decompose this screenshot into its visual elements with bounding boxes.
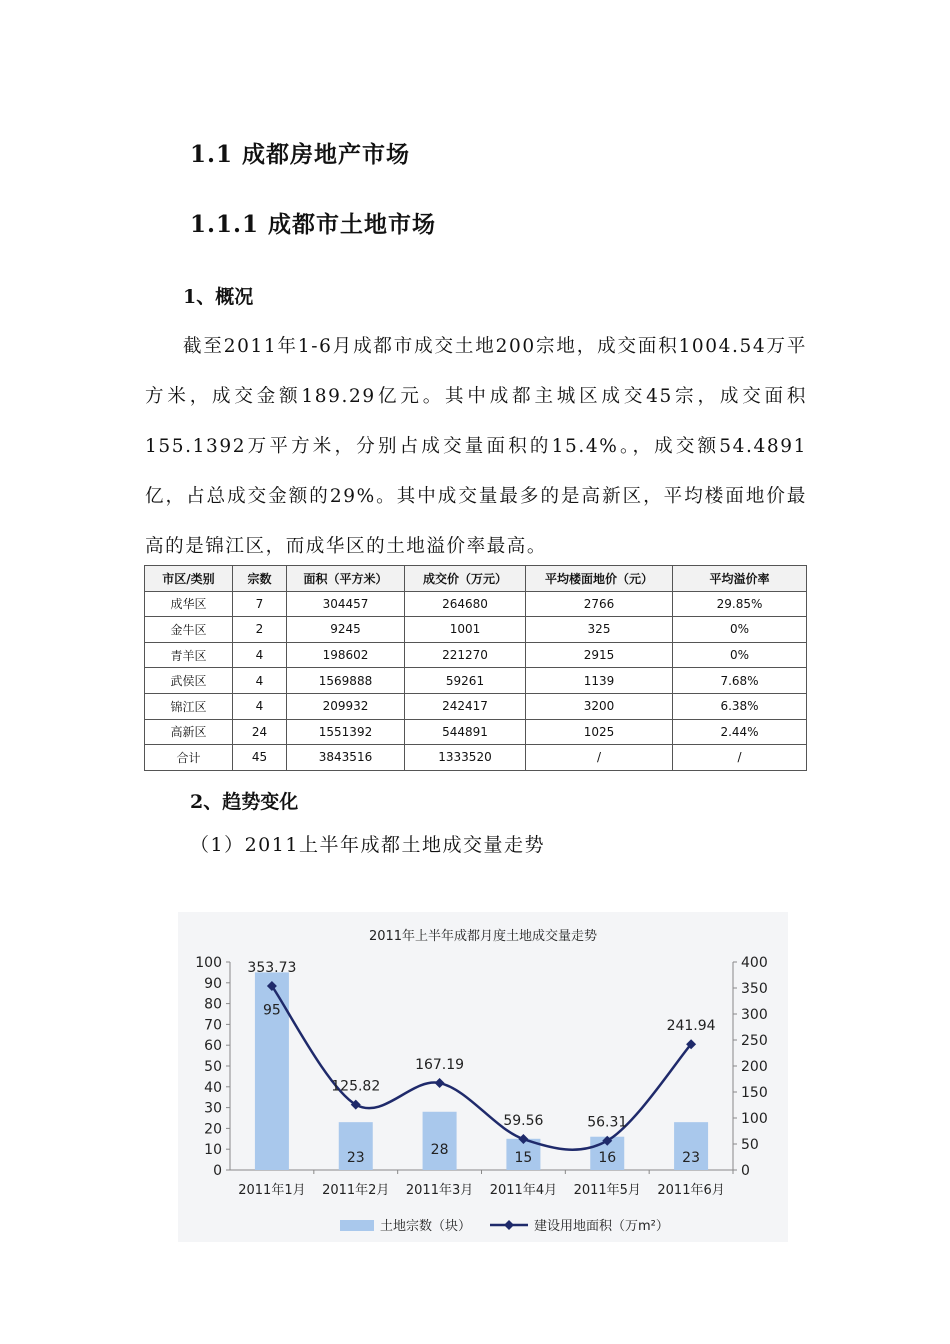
table-body — [145, 591, 807, 770]
x-axis-tick-label: 2011年5月 — [573, 1183, 641, 1198]
x-axis-tick-label: 2011年1月 — [238, 1183, 306, 1198]
table-row — [145, 668, 807, 694]
line-value-label: 56.31 — [587, 1114, 628, 1131]
bar-value-label: 15 — [514, 1150, 533, 1166]
x-axis-tick-label: 2011年4月 — [489, 1183, 558, 1198]
land-trend-chart — [178, 912, 788, 1242]
column-header: 成交价（万元） — [405, 566, 526, 592]
table-cell: 高新区 — [145, 719, 233, 745]
table-cell: 9245 — [287, 617, 405, 643]
table-cell: 武侯区 — [145, 668, 233, 694]
column-header: 市区/类别 — [145, 566, 233, 592]
table-cell: 198602 — [287, 642, 405, 668]
line-value-label: 353.73 — [247, 960, 297, 977]
table-cell: 59261 — [405, 668, 526, 694]
bar-value-label: 23 — [346, 1150, 365, 1166]
left-axis-tick-label: 100 — [195, 955, 222, 971]
table-cell: 3200 — [526, 693, 673, 719]
section-heading-1-1: 1.1 成都房地产市场 — [190, 141, 411, 168]
line-value-label: 241.94 — [666, 1018, 716, 1035]
table-cell: 1551392 — [287, 719, 405, 745]
table-cell: 544891 — [405, 719, 526, 745]
right-axis-tick-label: 0 — [741, 1163, 750, 1179]
table-cell: 221270 — [405, 642, 526, 668]
table-cell: 7.68% — [673, 668, 807, 694]
table-cell: 304457 — [287, 591, 405, 617]
table-cell: 325 — [526, 617, 673, 643]
line-value-label: 167.19 — [415, 1057, 465, 1074]
column-header: 宗数 — [233, 566, 287, 592]
table-cell: 成华区 — [145, 591, 233, 617]
table-cell: / — [673, 745, 807, 771]
subsection-overview: 1、概况 — [183, 286, 254, 308]
x-axis-tick-label: 2011年6月 — [657, 1183, 725, 1198]
bar-value-label: 95 — [263, 1002, 281, 1019]
table-cell: 青羊区 — [145, 642, 233, 668]
table-cell: 209932 — [287, 693, 405, 719]
table-row — [145, 617, 807, 643]
overview-paragraph: 截至2011年1-6月成都市成交土地200宗地，成交面积1004.54万平方米，成交金额189.29亿元。其中成都主城区成交45宗，成交面积155.1392万平方米，分别占成交量面积的15.4%。，成交额54.4891亿，占总成交金额的29%。其中成交量最多的是高新区，平均楼面地价最高的是锦江区，而成华区的土地溢价率最高。 — [145, 336, 807, 557]
table-cell: 0% — [673, 642, 807, 668]
bar-value-label: 16 — [598, 1150, 617, 1166]
table-cell: 4 — [233, 668, 287, 694]
right-axis-tick-label: 300 — [741, 1007, 768, 1023]
bar-value-label: 23 — [682, 1150, 700, 1166]
left-axis-tick-label: 0 — [213, 1163, 222, 1179]
table-row — [145, 745, 807, 771]
left-axis-tick-label: 60 — [204, 1038, 222, 1055]
table-cell: 264680 — [405, 591, 526, 617]
x-axis-tick-label: 2011年3月 — [405, 1183, 474, 1198]
table-cell: 2.44% — [673, 719, 807, 745]
table-row — [145, 642, 807, 668]
table-cell: 2766 — [526, 591, 673, 617]
table-cell: 1139 — [526, 668, 673, 694]
left-axis-tick-label: 90 — [204, 975, 222, 992]
left-axis-tick-label: 30 — [204, 1100, 222, 1117]
right-axis-tick-label: 250 — [741, 1033, 768, 1049]
table-cell: 2 — [233, 617, 287, 643]
table-cell: 45 — [233, 745, 287, 771]
table-cell: 金牛区 — [145, 617, 233, 643]
x-axis-tick-label: 2011年2月 — [322, 1183, 390, 1198]
table-cell: 6.38% — [673, 693, 807, 719]
left-axis-tick-label: 20 — [204, 1121, 222, 1138]
table-cell: 3843516 — [287, 745, 405, 771]
trend-caption: （1）2011上半年成都土地成交量走势 — [190, 834, 545, 856]
right-axis-tick-label: 50 — [741, 1137, 759, 1153]
table-cell: 1025 — [526, 719, 673, 745]
line-value-label: 59.56 — [503, 1113, 544, 1130]
table-cell: 7 — [233, 591, 287, 617]
table-cell: 1001 — [405, 617, 526, 643]
bar-value-label: 28 — [430, 1141, 449, 1158]
column-header: 平均楼面地价（元） — [526, 566, 673, 592]
right-axis-tick-label: 150 — [741, 1085, 768, 1101]
chart-title: 2011年上半年成都月度土地成交量走势 — [368, 929, 598, 944]
table-cell: 锦江区 — [145, 693, 233, 719]
right-axis-tick-label: 350 — [741, 981, 768, 997]
table-cell: 1333520 — [405, 745, 526, 771]
table-cell: 2915 — [526, 642, 673, 668]
left-axis-tick-label: 40 — [204, 1079, 222, 1096]
table-cell: 4 — [233, 693, 287, 719]
right-axis-tick-label: 100 — [741, 1111, 768, 1127]
legend-line-label: 建设用地面积（万m²） — [534, 1219, 669, 1234]
legend-bar-swatch — [340, 1220, 374, 1231]
left-axis-tick-label: 80 — [204, 996, 222, 1013]
column-header: 面积（平方米） — [287, 566, 405, 592]
land-stats-table — [144, 565, 807, 771]
table-row — [145, 591, 807, 617]
table-header-row — [145, 566, 807, 592]
right-axis-tick-label: 400 — [741, 955, 768, 971]
column-header: 平均溢价率 — [673, 566, 807, 592]
subsection-trend: 2、趋势变化 — [190, 791, 299, 813]
table-cell: / — [526, 745, 673, 771]
table-cell: 合计 — [145, 745, 233, 771]
left-axis-tick-label: 50 — [204, 1059, 222, 1075]
table-cell: 0% — [673, 617, 807, 643]
table-cell: 29.85% — [673, 591, 807, 617]
table-row — [145, 693, 807, 719]
table-cell: 24 — [233, 719, 287, 745]
legend-bar-label: 土地宗数（块） — [380, 1219, 472, 1234]
left-axis-tick-label: 10 — [204, 1142, 222, 1159]
table-cell: 4 — [233, 642, 287, 668]
table-cell: 1569888 — [287, 668, 405, 694]
chart-svg — [178, 912, 788, 1242]
right-axis-tick-label: 200 — [741, 1059, 768, 1075]
section-heading-1-1-1: 1.1.1 成都市土地市场 — [190, 211, 437, 238]
left-axis-tick-label: 70 — [204, 1017, 222, 1034]
table-row — [145, 719, 807, 745]
line-value-label: 125.82 — [331, 1078, 381, 1095]
table-cell: 242417 — [405, 693, 526, 719]
